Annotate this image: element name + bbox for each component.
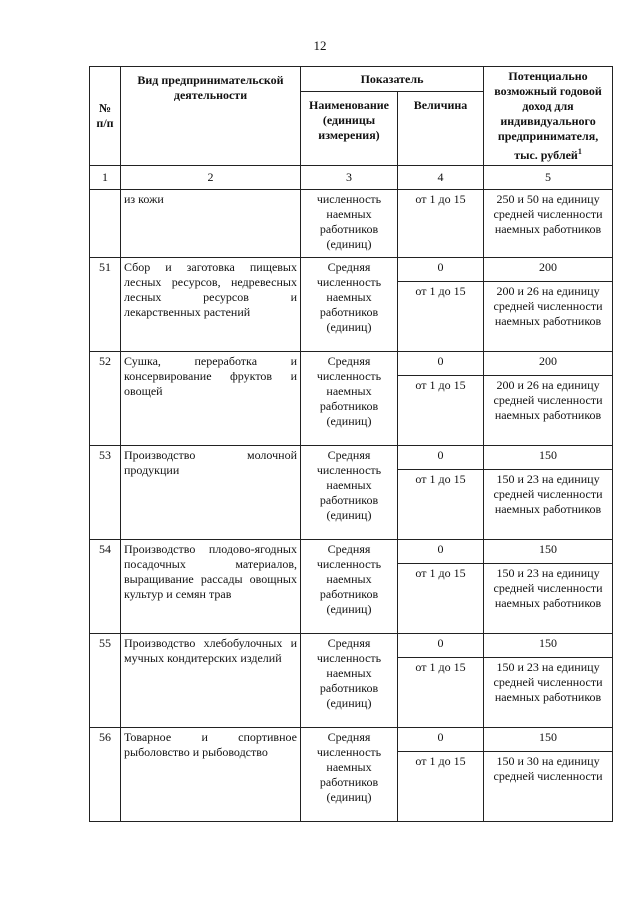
indicator-name: Средняя численность наемных работников (единиц) [301,352,398,446]
indicator-value: от 1 до 15 [398,376,484,446]
footnote-marker: 1 [577,147,582,156]
activity-name: Товарное и спортивное рыболовство и рыбоводство [121,728,301,822]
income-value: 150 и 23 на единицу средней численности наемных работников [484,658,613,728]
indicator-value: 0 [398,634,484,658]
income-value: 200 и 26 на единицу средней численности наемных работников [484,282,613,352]
activity-income-table [89,66,613,822]
indicator-value: 0 [398,540,484,564]
income-value: 150 и 30 на единицу средней численности [484,752,613,822]
page-number: 12 [313,38,327,53]
income-value: 150 [484,728,613,752]
column-number: 1 [90,166,121,190]
table-row [90,352,613,376]
header-indicator: Показатель [301,67,484,92]
indicator-value: от 1 до 15 [398,752,484,822]
continuation-num [90,190,121,258]
column-number: 3 [301,166,398,190]
activity-name: Производство плодово-ягодных посадочных материалов, выращивание рассады овощных культур и семян трав [121,540,301,634]
table-row [90,258,613,282]
table-row [90,540,613,564]
header-indicator-name: Наименование (единицы измерения) [301,92,398,166]
header-num: № п/п [90,67,121,166]
activity-name: Производство хлебобулочных и мучных кондитерских изделий [121,634,301,728]
indicator-value: от 1 до 15 [398,564,484,634]
row-number: 55 [90,634,121,728]
header-indicator-value: Величина [398,92,484,166]
income-value: 150 [484,540,613,564]
header-row [90,67,613,92]
indicator-value: 0 [398,258,484,282]
continuation-indicator: численность наемных работников (единиц) [301,190,398,258]
continuation-income: 250 и 50 на единицу средней численности наемных работников [484,190,613,258]
continuation-activity: из кожи [121,190,301,258]
indicator-value: от 1 до 15 [398,658,484,728]
row-number: 52 [90,352,121,446]
header-activity: Вид предпринимательской деятельности [121,67,301,166]
activity-name: Производство молочной продукции [121,446,301,540]
indicator-name: Средняя численность наемных работников (единиц) [301,258,398,352]
row-number: 56 [90,728,121,822]
indicator-name: Средняя численность наемных работников (единиц) [301,728,398,822]
row-number: 54 [90,540,121,634]
income-value: 200 и 26 на единицу средней численности наемных работников [484,376,613,446]
income-value: 150 [484,446,613,470]
indicator-name: Средняя численность наемных работников (единиц) [301,634,398,728]
indicator-value: от 1 до 15 [398,470,484,540]
header-income-text: Потенциально возможный годовой доход для индивидуального предпринимателя, тыс. рублей [494,69,602,162]
indicator-value: 0 [398,352,484,376]
table-row [90,446,613,470]
indicator-name: Средняя численность наемных работников (единиц) [301,540,398,634]
income-value: 150 [484,634,613,658]
income-value: 150 и 23 на единицу средней численности наемных работников [484,564,613,634]
continuation-row [90,190,613,258]
continuation-value: от 1 до 15 [398,190,484,258]
column-number: 5 [484,166,613,190]
income-value: 150 и 23 на единицу средней численности наемных работников [484,470,613,540]
income-value: 200 [484,352,613,376]
indicator-name: Средняя численность наемных работников (единиц) [301,446,398,540]
indicator-value: 0 [398,728,484,752]
table-row [90,728,613,752]
indicator-value: от 1 до 15 [398,282,484,352]
column-number: 2 [121,166,301,190]
income-value: 200 [484,258,613,282]
row-number: 53 [90,446,121,540]
table-row [90,634,613,658]
indicator-value: 0 [398,446,484,470]
column-number: 4 [398,166,484,190]
column-numbers-row [90,166,613,190]
activity-name: Сушка, переработка и консервирование фруктов и овощей [121,352,301,446]
activity-name: Сбор и заготовка пищевых лесных ресурсов, недревесных лесных ресурсов и лекарственных растений [121,258,301,352]
row-number: 51 [90,258,121,352]
header-income [484,67,613,166]
